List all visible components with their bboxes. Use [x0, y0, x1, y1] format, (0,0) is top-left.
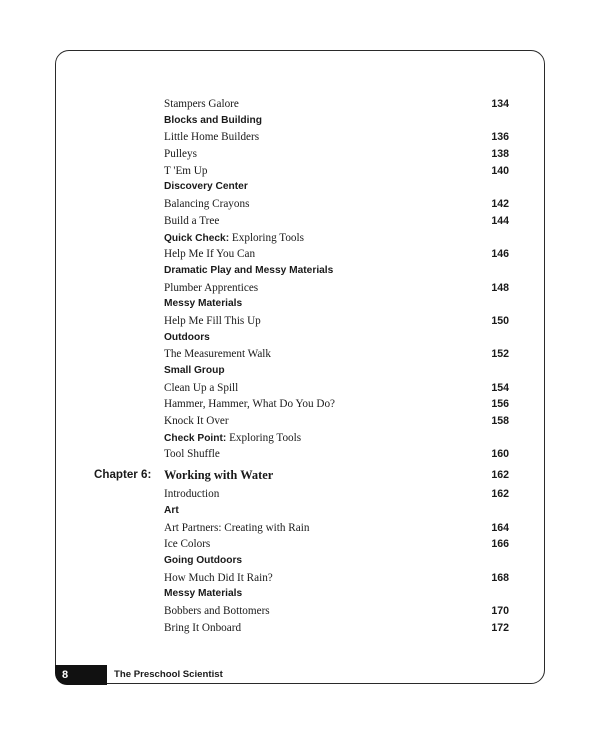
toc-section-heading: [0, 363, 600, 380]
toc-entry-title: Bobbers and Bottomers: [164, 604, 270, 617]
toc-entry-page: 156: [491, 398, 509, 411]
toc-entry-page: 144: [491, 214, 509, 227]
toc-entry: [0, 246, 600, 263]
toc-entry: [0, 146, 600, 163]
toc-entry: [0, 313, 600, 330]
toc-entry: [0, 413, 600, 430]
chapter-page: 162: [491, 469, 509, 482]
toc-subheading: [0, 230, 600, 247]
toc-subheading-text: Exploring Tools: [226, 431, 302, 444]
toc-section-heading: [0, 330, 600, 347]
toc-entry: [0, 213, 600, 230]
toc-entry-page: 148: [491, 281, 509, 294]
toc-entry: [0, 280, 600, 297]
toc-section-heading: [0, 179, 600, 196]
toc-entry-title: Hammer, Hammer, What Do You Do?: [164, 398, 336, 411]
toc-subheading-lead: Quick Check:: [164, 232, 230, 244]
chapter-title: Working with Water: [164, 468, 274, 483]
toc-entry-page: 162: [491, 488, 509, 501]
toc-entry-title: T 'Em Up: [164, 164, 208, 177]
toc-entry-title: How Much Did It Rain?: [164, 571, 273, 584]
toc-entry-title: Little Home Builders: [164, 131, 260, 144]
toc-entry-title: Art Partners: Creating with Rain: [164, 521, 310, 534]
toc-entry: [0, 346, 600, 363]
toc-subheading-text: Exploring Tools: [229, 231, 304, 244]
toc-entry-page: 168: [491, 571, 509, 584]
toc-entry: [0, 196, 600, 213]
toc-heading-title: Dramatic Play and Messy Materials: [164, 264, 334, 276]
table-of-contents: [0, 96, 600, 636]
toc-entry-page: 150: [491, 314, 509, 327]
toc-entry-title: Help Me Fill This Up: [164, 314, 261, 327]
toc-entry-page: 134: [491, 98, 509, 110]
toc-entry-page: 172: [491, 621, 509, 634]
toc-heading-title: Small Group: [164, 365, 225, 376]
toc-entry-page: 154: [491, 381, 509, 394]
footer-book-title: The Preschool Scientist: [114, 669, 223, 680]
toc-entry-page: 164: [491, 521, 509, 534]
toc-entry-page: 158: [491, 415, 509, 428]
toc-entry-page: 138: [491, 148, 509, 161]
toc-entry-title: Tool Shuffle: [164, 448, 220, 461]
toc-entry-page: 140: [491, 164, 509, 177]
toc-entry: [0, 486, 600, 503]
toc-heading-title: Going Outdoors: [164, 554, 243, 566]
toc-entry: [0, 536, 600, 553]
toc-section-heading: [0, 503, 600, 520]
toc-entry-title: Ice Colors: [164, 538, 211, 551]
toc-entry-title: Pulleys: [164, 148, 197, 161]
page-number: 8: [62, 669, 69, 681]
toc-entry-page: 142: [491, 198, 509, 211]
toc-entry: [0, 446, 600, 463]
toc-section-heading: [0, 263, 600, 280]
toc-chapter-entry: [0, 464, 600, 486]
toc-entry-title: Stampers Galore: [164, 98, 239, 110]
toc-subheading: [0, 430, 600, 447]
toc-entry: [0, 129, 600, 146]
toc-entry-title: Plumber Apprentices: [164, 281, 259, 294]
toc-section-heading: [0, 296, 600, 313]
toc-entry-title: The Measurement Walk: [164, 348, 272, 361]
toc-entry: [0, 570, 600, 587]
toc-subheading-title: [164, 430, 301, 448]
toc-entry-title: Bring It Onboard: [164, 621, 242, 634]
toc-entry-title: Build a Tree: [164, 214, 220, 227]
toc-entry-title: Balancing Crayons: [164, 198, 250, 211]
toc-heading-title: Blocks and Building: [164, 114, 262, 126]
toc-entry-title: Introduction: [164, 488, 220, 501]
toc-entry-title: Help Me If You Can: [164, 248, 256, 261]
toc-entry-page: 146: [491, 248, 509, 261]
toc-entry: [0, 396, 600, 413]
toc-entry: [0, 520, 600, 537]
toc-section-heading: [0, 586, 600, 603]
toc-heading-title: Discovery Center: [164, 181, 248, 193]
toc-section-heading: [0, 113, 600, 130]
toc-heading-title: Outdoors: [164, 331, 210, 343]
toc-entry: [0, 620, 600, 637]
chapter-label: Chapter 6:: [94, 468, 152, 482]
toc-entry-page: 166: [491, 538, 509, 551]
toc-entry: [0, 96, 600, 113]
toc-entry-page: 152: [491, 348, 509, 361]
toc-heading-title: Messy Materials: [164, 298, 243, 310]
toc-heading-title: Messy Materials: [164, 588, 243, 600]
toc-entry-page: 160: [491, 448, 509, 461]
toc-entry-title: Knock It Over: [164, 415, 229, 428]
toc-subheading-title: [164, 230, 304, 248]
toc-section-heading: [0, 553, 600, 570]
toc-entry-page: 170: [491, 604, 509, 617]
toc-heading-title: Art: [164, 504, 179, 516]
toc-subheading-lead: Check Point:: [164, 432, 227, 444]
toc-entry-page: 136: [491, 131, 509, 144]
toc-entry-title: Clean Up a Spill: [164, 381, 239, 394]
toc-entry: [0, 603, 600, 620]
toc-entry: [0, 163, 600, 180]
toc-entry: [0, 380, 600, 397]
